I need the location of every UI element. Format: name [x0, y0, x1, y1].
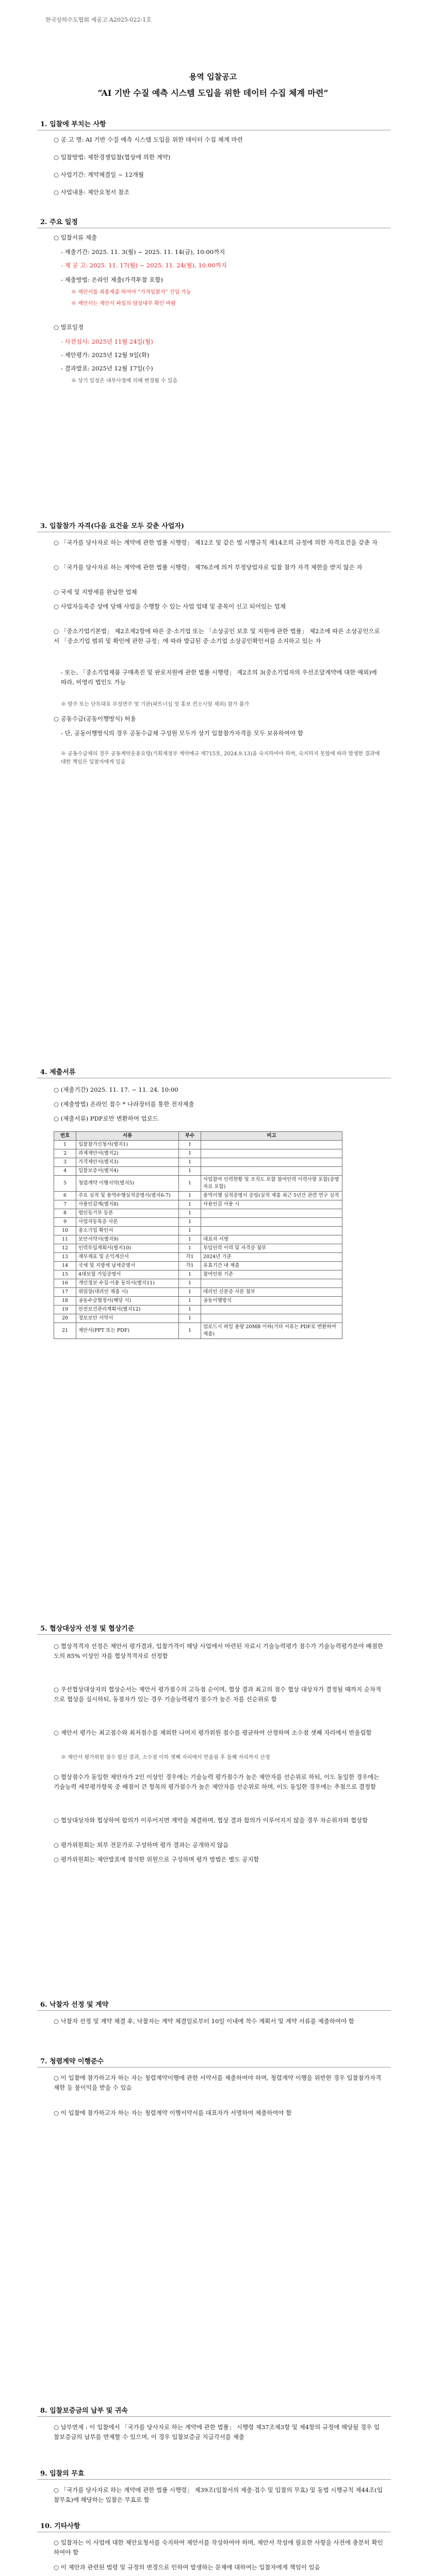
cell-copies: 1: [179, 1227, 201, 1235]
documents-table-body: [54, 1141, 342, 1339]
documents-table-wrapper: [54, 1131, 342, 1339]
table-row: [54, 1176, 342, 1192]
cell-document: 법인등기부 등본: [76, 1209, 179, 1218]
cell-copies: 1: [179, 1141, 201, 1149]
cell-document: 4대보험 가입증명서: [76, 1270, 179, 1279]
cell-document: 개인정보 수집·이용 동의서(별지11): [76, 1279, 179, 1288]
table-row: [54, 1149, 342, 1158]
cell-copies: 1: [179, 1306, 201, 1314]
cell-remarks: 2024년 기준: [201, 1253, 342, 1262]
cell-document: 국세 및 지방세 납세증명서: [76, 1262, 179, 1270]
section-7-heading: 7. 청렴계약 이행준수: [40, 2058, 104, 2065]
cell-number: 15: [54, 1270, 76, 1279]
cell-document: 위임장(대리인 제출 시): [76, 1288, 179, 1297]
s5-paragraph: ○ 평가위원회는 제안발표에 참석한 위원으로 구성하며 평가 방법은 별도 공지함: [54, 1856, 259, 1863]
cell-remarks: [201, 1149, 342, 1158]
cell-number: 16: [54, 1279, 76, 1288]
s10-paragraph: ○ 입찰자는 이 사업에 대한 제안요청서를 숙지하여 제안서를 작성하여야 하며, 제안서 작성에 필요한 사항을 사전에 충분히 확인하여야 함: [54, 2539, 383, 2556]
cell-number: 13: [54, 1253, 76, 1262]
table-row: [54, 1167, 342, 1176]
cell-remarks: [201, 1279, 342, 1288]
s4-item: ○ (제출서류) PDF로만 변환하여 업로드: [54, 1115, 158, 1122]
table-row: [54, 1209, 342, 1218]
cell-number: 18: [54, 1297, 76, 1306]
cell-remarks: 참여인원 기준: [201, 1270, 342, 1279]
cell-remarks: 유효기간 내 제출: [201, 1262, 342, 1270]
cell-copies: 1: [179, 1176, 201, 1192]
cell-copies: 1: [179, 1235, 201, 1244]
table-row: [54, 1200, 342, 1209]
cell-remarks: [201, 1158, 342, 1167]
cell-document: 중소기업 확인서: [76, 1227, 179, 1235]
section-10-heading: 10. 기타사항: [40, 2522, 80, 2530]
cell-copies: 1: [179, 1218, 201, 1227]
cell-document: 제안서(PPT 또는 PDF): [76, 1323, 179, 1339]
s9-paragraph: ○ 「국가를 당사자로 하는 계약에 관한 법률 시행령」 제39조(입찰서의 제출·접수 및 입찰의 무효) 및 동법 시행규칙 제44조(입찰무효)에 해당하는 입찰은 무효로 함: [54, 2486, 383, 2503]
s10-paragraph: ○ 이 제안과 관련된 법령 및 규정의 변경으로 인하여 발생하는 문제에 대하여는 입찰자에게 책임이 있음: [54, 2564, 320, 2571]
cell-number: 4: [54, 1167, 76, 1176]
table-row: [54, 1141, 342, 1149]
s1-item: ○ 사업내용: 제안요청서 참조: [54, 189, 130, 196]
cell-remarks: 사업참여 인력현황 및 조직도 포함 참여인력 이력사항 포함(증명자료 포함): [201, 1176, 342, 1192]
s3-paragraph: ○ 「중소기업기본법」 제2조제2항에 따른 중·소기업 또는 「소상공인 보호 및 지원에 관한 법률」 제2조에 따른 소상공인으로서 「중소기업 범위 및 확인에 관한 규정」에 따라 발급된 중·소기업 소상공인확인서를 소지하고 있는 자: [54, 628, 380, 645]
s1-item: ○ 공 고 명: AI 기반 수질 예측 시스템 도입을 위한 데이터 수집 체계 마련: [54, 136, 243, 143]
s3-note: ※ 발주 또는 단독대표 부정면주 및 기관(파트너십 및 홍보 컨소시엄 제외) 참가 불가: [61, 702, 250, 707]
cell-remarks: 사용인감 사용 시: [201, 1200, 342, 1209]
s3-paragraph: ○ 공동수급(공동이행방식) 허용: [54, 715, 136, 722]
cell-remarks: [201, 1227, 342, 1235]
documents-table: [54, 1131, 342, 1339]
cell-number: 19: [54, 1306, 76, 1314]
page-title: 용역 입찰공고: [189, 72, 237, 81]
cell-number: 8: [54, 1209, 76, 1218]
cell-copies: 1: [179, 1323, 201, 1339]
cell-document: 보안서약서(별지9): [76, 1235, 179, 1244]
table-row: [54, 1253, 342, 1262]
project-title: “AI 기반 수질 예측 시스템 도입을 위한 데이터 수집 체계 마련”: [97, 88, 329, 98]
s2-submit-method: - 제출방법: 온라인 제출(가격투찰 포함): [61, 276, 163, 283]
cell-document: 인력투입계획서(별지10): [76, 1244, 179, 1253]
section-5-heading: 5. 협상대상자 선정 및 협상기준: [40, 1625, 135, 1633]
table-row: [54, 1158, 342, 1167]
cell-number: 9: [54, 1218, 76, 1227]
s5-paragraph: ○ 우선협상대상자의 협상순서는 제안서 평가점수의 고득점 순이며, 협상 결과 최고의 점수 협상 대상자가 결정될 때까지 순차적으로 협상을 실시하되, 동점자가 있는 경우 기술능력평가 점수가 높은 자를 선순위로 함: [54, 1686, 382, 1703]
section-8-heading: 8. 입찰보증금의 납부 및 귀속: [40, 2407, 128, 2415]
cell-document: 안전보건관리계획서(별지12): [76, 1306, 179, 1314]
cell-document: 입찰보증서(별지4): [76, 1167, 179, 1176]
cell-remarks: 투입인력 이력 및 자격증 첨부: [201, 1244, 342, 1253]
s5-paragraph: ○ 제안서 평가는 최고점수와 최저점수를 제외한 나머지 평가위원 점수를 평균하여 산정하며 소수점 셋째 자리에서 반올림함: [54, 1729, 372, 1736]
s5-note: ※ 제안서 평가위원 점수 합산 결과, 소수점 이하 셋째 자리에서 반올림 후 둘째 자리까지 산정: [61, 1755, 270, 1760]
s3-paragraph: - 단, 공동이행방식의 경우 공동수급체 구성원 모두가 상기 입찰참가자격을 모두 보유하여야 함: [61, 730, 303, 737]
table-row: [54, 1314, 342, 1323]
cell-document: 주요 실적 및 용역수행실적증명서(별지6-7): [76, 1192, 179, 1200]
section-divider: [37, 2479, 391, 2480]
cell-number: 6: [54, 1192, 76, 1200]
table-row: [54, 1218, 342, 1227]
cell-number: 7: [54, 1200, 76, 1209]
cell-copies: 1: [179, 1288, 201, 1297]
s2-eval-note: ※ 상기 일정은 내부사정에 의해 변경될 수 있음: [71, 378, 178, 384]
table-header-row: [54, 1132, 342, 1141]
cell-copies: 1: [179, 1244, 201, 1253]
table-row: [54, 1297, 342, 1306]
table-row: [54, 1262, 342, 1270]
s3-paragraph: ○ 국세 및 지방세를 완납한 업체: [54, 588, 137, 596]
cell-remarks: [201, 1306, 342, 1314]
cell-copies: 1: [179, 1270, 201, 1279]
section-divider: [37, 2416, 391, 2417]
cell-number: 21: [54, 1323, 76, 1339]
cell-document: 가격제안서(별지3): [76, 1158, 179, 1167]
cell-copies: 1: [179, 1209, 201, 1218]
cell-document: 사업자등록증 사본: [76, 1218, 179, 1227]
section-6-heading: 6. 낙찰자 선정 및 계약: [40, 2001, 109, 2009]
cell-remarks: [201, 1209, 342, 1218]
document-number: 한국상하수도협회 제공고 A2025-022-1호: [45, 16, 152, 23]
cell-document: 재무제표 및 손익계산서: [76, 1253, 179, 1262]
s7-paragraph: ○ 이 입찰에 참가하고자 하는 자는 청렴계약 이행서약서를 대표자가 서명하여 제출하여야 함: [54, 2109, 292, 2116]
section-2-heading: 2. 주요 일정: [40, 218, 78, 226]
cell-number: 1: [54, 1141, 76, 1149]
section-4-heading: 4. 제출서류: [40, 1069, 76, 1076]
col-header-remarks: 비고: [201, 1132, 342, 1141]
s3-paragraph: ○ 사업자등록증 상에 당해 사업을 수행할 수 있는 사업 업태 및 종목이 신고 되어있는 업체: [54, 603, 286, 610]
table-row: [54, 1306, 342, 1314]
section-3-heading: 3. 입찰참가 자격(다음 요건을 모두 갖춘 사업자): [40, 522, 185, 530]
s2-submit-period-changed: - 제 공 고: 2025. 11. 17(월) ~ 2025. 11. 24(월), 10:00까지: [61, 262, 227, 269]
table-row: [54, 1323, 342, 1339]
cell-remarks: [201, 1141, 342, 1149]
cell-remarks: 공동이행방식: [201, 1297, 342, 1306]
s5-paragraph: ○ 협상대상자와 협상하여 합의가 이루어지면 계약을 체결하며, 협상 결과 합의가 이루어지지 않을 경우 차순위자와 협상함: [54, 1817, 368, 1824]
s3-paragraph: ○ 「국가를 당사자로 하는 계약에 관한 법률 시행령」 제12조 및 같은 법 시행규칙 제14조의 규정에 의한 자격요건을 갖춘 자: [54, 539, 378, 546]
cell-copies: 1: [179, 1167, 201, 1176]
s3-paragraph: ○ 「국가를 당사자로 하는 계약에 관한 법률 시행령」 제76조에 의거 부정당업자로 입찰 참가 자격 제한을 받지 않은 자: [54, 564, 363, 571]
cell-number: 2: [54, 1149, 76, 1158]
s2-submit-title: ○ 입찰서류 제출: [54, 234, 97, 241]
table-row: [54, 1244, 342, 1253]
cell-copies: 1: [179, 1192, 201, 1200]
cell-remarks: 용역이행 실적증명서 증빙(실적 제출 최근 5년간 관련 연구 실적: [201, 1192, 342, 1200]
cell-copies: 1: [179, 1200, 201, 1209]
s4-item: ○ (제출방법) 온라인 접수 * 나라장터를 통한 전자제출: [54, 1100, 194, 1108]
s8-paragraph: ○ 납부면제 : 이 입찰에서 「국가를 당사자로 하는 계약에 관한 법률」 시행령 제37조제3항 및 제4항의 규정에 해당될 경우 입찰보증금의 납부를 면제할 수 있으며, 이 경우 입찰보증금 지급각서를 제출: [54, 2424, 380, 2441]
s2-eval-item: - 사전심사: 2025년 11월 24일(월): [61, 338, 153, 345]
s2-eval-item: - 제안평가: 2025년 12월 9일(화): [61, 351, 150, 359]
cell-copies: 각1: [179, 1253, 201, 1262]
s6-paragraph: ○ 낙찰자 선정 및 계약 체결 후, 낙찰자는 계약 체결일로부터 10일 이내에 착수 계획서 및 계약 서류를 제출하여야 함: [54, 2018, 354, 2025]
s7-paragraph: ○ 이 입찰에 참가하고자 하는 자는 청렴계약이행에 관한 서약서를 제출하여야 하며, 청렴계약 이행을 위반한 경우 입찰참가자격 제한 등 불이익을 받을 수 있음: [54, 2074, 382, 2091]
cell-remarks: 대표자 서명: [201, 1235, 342, 1244]
s5-paragraph: ○ 평가위원회는 외부 전문가로 구성하며 평가 결과는 공개하지 않음: [54, 1841, 229, 1849]
section-divider: [37, 2010, 391, 2011]
cell-number: 5: [54, 1176, 76, 1192]
cell-document: 과제제안서(별지2): [76, 1149, 179, 1158]
cell-copies: 1: [179, 1279, 201, 1288]
section-divider: [37, 1634, 391, 1635]
cell-remarks: 대리인 신분증 사본 첨부: [201, 1288, 342, 1297]
cell-document: 사용인감계(별지8): [76, 1200, 179, 1209]
s3-paragraph: - 또는, 「중소기업제품 구매촉진 및 판로지원에 관한 법률 시행령」 제2조의 3(중소기업자의 우선조달계약에 대한 예외)에 따라, 비영리 법인도 가능: [61, 669, 377, 686]
cell-document: 입찰참가신청서(별지1): [76, 1141, 179, 1149]
cell-number: 3: [54, 1158, 76, 1167]
table-row: [54, 1227, 342, 1235]
section-9-heading: 9. 입찰의 무효: [40, 2470, 85, 2478]
cell-number: 10: [54, 1227, 76, 1235]
cell-number: 14: [54, 1262, 76, 1270]
s1-item: ○ 사업기간: 계약체결일 ~ 12개월: [54, 171, 144, 178]
table-row: [54, 1288, 342, 1297]
s5-paragraph: ○ 협상적격자 선정은 제안서 평가결과, 입찰가격이 해당 사업에서 마련된 자료시 기술능력평가 점수가 기술능력평가분야 배점한도의 85% 이상인 자를 협상적격자로 선정함: [54, 1642, 383, 1659]
s3-note: ※ 공동수급체의 경우 공동계약운용요령(기획재정부 계약예규 제715호, 2024.9.13)을 숙지하여야 하며, 숙지하지 못함에 따라 발생한 결과에 대한 책임은 입찰자에게 있음: [61, 751, 380, 765]
s2-note: ※ 제안서를 최종제출 하여야 “가격입찰서” 진입 가능: [71, 290, 191, 295]
table-row: [54, 1279, 342, 1288]
cell-document: 공동수급협정서(해당 시): [76, 1297, 179, 1306]
cell-remarks: [201, 1218, 342, 1227]
s2-submit-period-original: - 제출기간: 2025. 11. 3(월) ~ 2025. 11. 14(금), 10:00까지: [61, 248, 225, 256]
cell-remarks: [201, 1314, 342, 1323]
cell-number: 12: [54, 1244, 76, 1253]
s4-item: ○ (제출기간) 2025. 11. 17. ~ 11. 24. 10:00: [54, 1086, 178, 1093]
col-header-number: 번호: [54, 1132, 76, 1141]
table-row: [54, 1192, 342, 1200]
cell-remarks: 업로드시 파일 용량 20MB 이하(기타 서류는 PDF로 변환하여 제출): [201, 1323, 342, 1339]
col-header-copies: 부수: [179, 1132, 201, 1141]
col-header-document: 서류: [76, 1132, 179, 1141]
cell-number: 11: [54, 1235, 76, 1244]
s2-note: ※ 제안서는 제안서 파일의 암상대부 확인 바람: [71, 301, 176, 307]
s2-eval-item: - 결과발표: 2025년 12월 17일(수): [61, 365, 153, 372]
cell-copies: 1: [179, 1297, 201, 1306]
cell-copies: 1: [179, 1149, 201, 1158]
cell-document: 정보보안 서약서: [76, 1314, 179, 1323]
section-1-heading: 1. 입찰에 부치는 사항: [40, 121, 106, 128]
cell-document: 청렴계약 이행서약(별지5): [76, 1176, 179, 1192]
s2-eval-title: ○ 발표일정: [54, 324, 84, 331]
cell-copies: 1: [179, 1314, 201, 1323]
s1-item: ○ 입찰방법: 제한경쟁입찰(협상에 의한 계약): [54, 154, 171, 161]
cell-number: 17: [54, 1288, 76, 1297]
cell-copies: 1: [179, 1158, 201, 1167]
table-row: [54, 1235, 342, 1244]
cell-copies: 각1: [179, 1262, 201, 1270]
s5-paragraph: ○ 협상점수가 동일한 제안자가 2인 이상인 경우에는 기술능력 평가점수가 높은 제안자를 선순위로 하되, 이도 동일한 경우에는 기술능력 세부평가항목 중 배점이 큰 항목의 평가점수가 높은 제안자를 선순위로 하며, 이도 동일한 경우에는 추첨으로 결정함: [54, 1773, 380, 1790]
cell-number: 20: [54, 1314, 76, 1323]
table-row: [54, 1270, 342, 1279]
cell-remarks: [201, 1167, 342, 1176]
